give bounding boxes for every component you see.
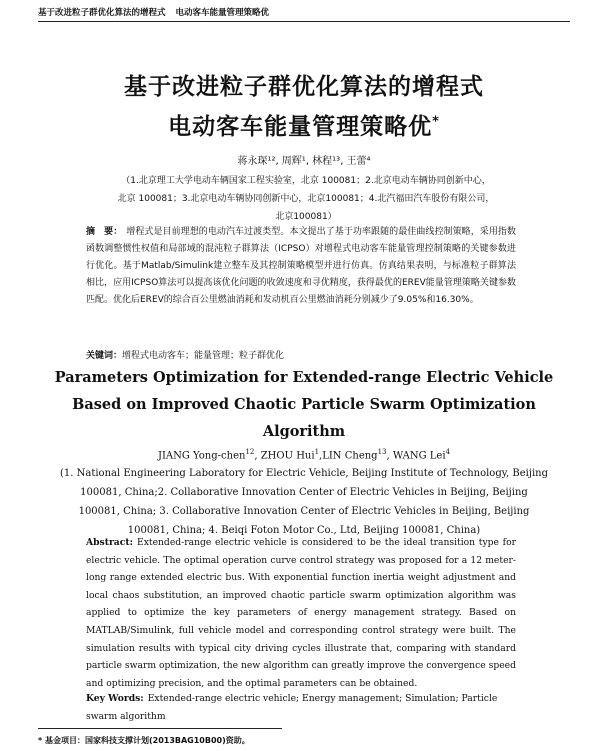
cn-authors: 蒋永琛¹², 周辉¹, 林程¹³, 王蕾⁴ <box>237 156 371 167</box>
cn-keywords-text: 增程式电动客车；能量管理；粒子群优化 <box>122 351 285 361</box>
en-author-affil-mark: 1 <box>314 448 320 456</box>
running-header <box>38 6 570 22</box>
running-header-title: 基于改进粒子群优化算法的增程式 <box>38 8 166 18</box>
en-author: ,LIN Cheng <box>319 450 378 462</box>
cn-title-line2-text: 电动客车能量管理策略优 <box>168 114 433 140</box>
en-abstract-label: Abstract: <box>86 537 133 548</box>
cn-abstract <box>86 224 516 309</box>
cn-affiliations <box>86 172 526 226</box>
cn-title-footnote-mark: * <box>432 114 440 130</box>
en-keywords-text: Extended-range electric vehicle; Energy management; Simulation; Particle swarm algorithm <box>86 693 498 722</box>
cn-title-line2 <box>38 108 570 141</box>
cn-keywords-label: 关键词： <box>86 351 123 361</box>
en-author: , WANG Lei <box>386 450 446 462</box>
cn-affiliation-line: 北京100081） <box>275 212 337 222</box>
cn-keywords <box>86 348 516 361</box>
en-author-affil-mark: 4 <box>445 448 451 456</box>
en-abstract-text: Extended-range electric vehicle is considered to be the ideal transition type for electric vehicle. The optimal operation curve control strategy was proposed for a 12 meter-long range extended electric bus. With exponential function inertia weight adjustment and local chaos substitution, an improved chaotic particle swarm optimization algorithm was applied to optimize the key parameters of energy management strategy. Based on MATLAB/Simulink, full vehicle model and corresponding control strategy were built. The simulation results with typical city driving cycles illustrate that, comparing with standard particle swarm optimization, the new algorithm can greatly improve the convergence speed and optimizing precision, and the optimal parameters can be obtained. <box>86 537 516 689</box>
en-title-line: Parameters Optimization for Extended-range Electric Vehicle <box>54 369 554 386</box>
cn-affiliation-line: 北京 100081；3.北京电动车辆协同创新中心，北京100081；4.北汽福田汽车股份有限公司， <box>117 194 495 204</box>
en-author: , ZHOU Hui <box>254 450 315 462</box>
cn-affiliation-line: （1.北京理工大学电动车辆国家工程实验室，北京 100081；2.北京电动车辆协同创新中心， <box>121 176 491 186</box>
en-author-affil-mark: 13 <box>377 448 387 456</box>
en-title-line: Based on Improved Chaotic Particle Swarm Optimization <box>72 396 536 413</box>
en-affiliations: (1. National Engineering Laboratory for Electric Vehicle, Beijing Institute of Technology, Beijing 100081, China;2. Collaborative Innovation Center of Electric Vehicles in Beijing, Beijing 100081, China; 3. Collaborative Innovation Center of Electric Vehicles in Beijing, Beijing 100081, China; 4. Beiqi Foton Motor Co., Ltd, Beijing 100081, China) <box>60 468 549 536</box>
footnote-divider <box>38 728 282 729</box>
running-header-subtitle: 电动客车能量管理策略优 <box>175 8 270 18</box>
en-author: JIANG Yong-chen <box>157 450 246 462</box>
en-title <box>40 364 568 445</box>
en-authors <box>38 448 570 461</box>
en-keywords-label: Key Words: <box>86 693 144 704</box>
cn-title-line1: 基于改进粒子群优化算法的增程式 <box>124 74 484 100</box>
en-title-line: Algorithm <box>262 423 346 440</box>
funding-footnote: * 基金项目：国家科技支撑计划(2013BAG10B00)资助。 <box>38 736 250 745</box>
en-keywords <box>86 690 516 725</box>
en-author-affil-mark: 12 <box>245 448 255 456</box>
cn-abstract-label: 摘 要： <box>86 227 123 237</box>
en-abstract <box>86 534 516 692</box>
cn-abstract-text: 增程式是目前理想的电动汽车过渡类型。本文提出了基于功率跟随的最佳曲线控制策略，采用指数函数调整惯性权值和局部域的混沌粒子群算法（ICPSO）对增程式电动客车能量管理控制策略的关键参数进行优化。基于Matlab/Simulink建立整车及其控制策略模型并进行仿真。仿真结果表明，与标准粒子群算法相比，应用ICPSO算法可以提高该优化问题的收敛速度和寻优精度，获得最优的EREV能量管理策略关键参数匹配。优化后EREV的综合百公里燃油消耗和发动机百公里燃油消耗分别减少了9.05%和16.30%。 <box>86 227 516 305</box>
